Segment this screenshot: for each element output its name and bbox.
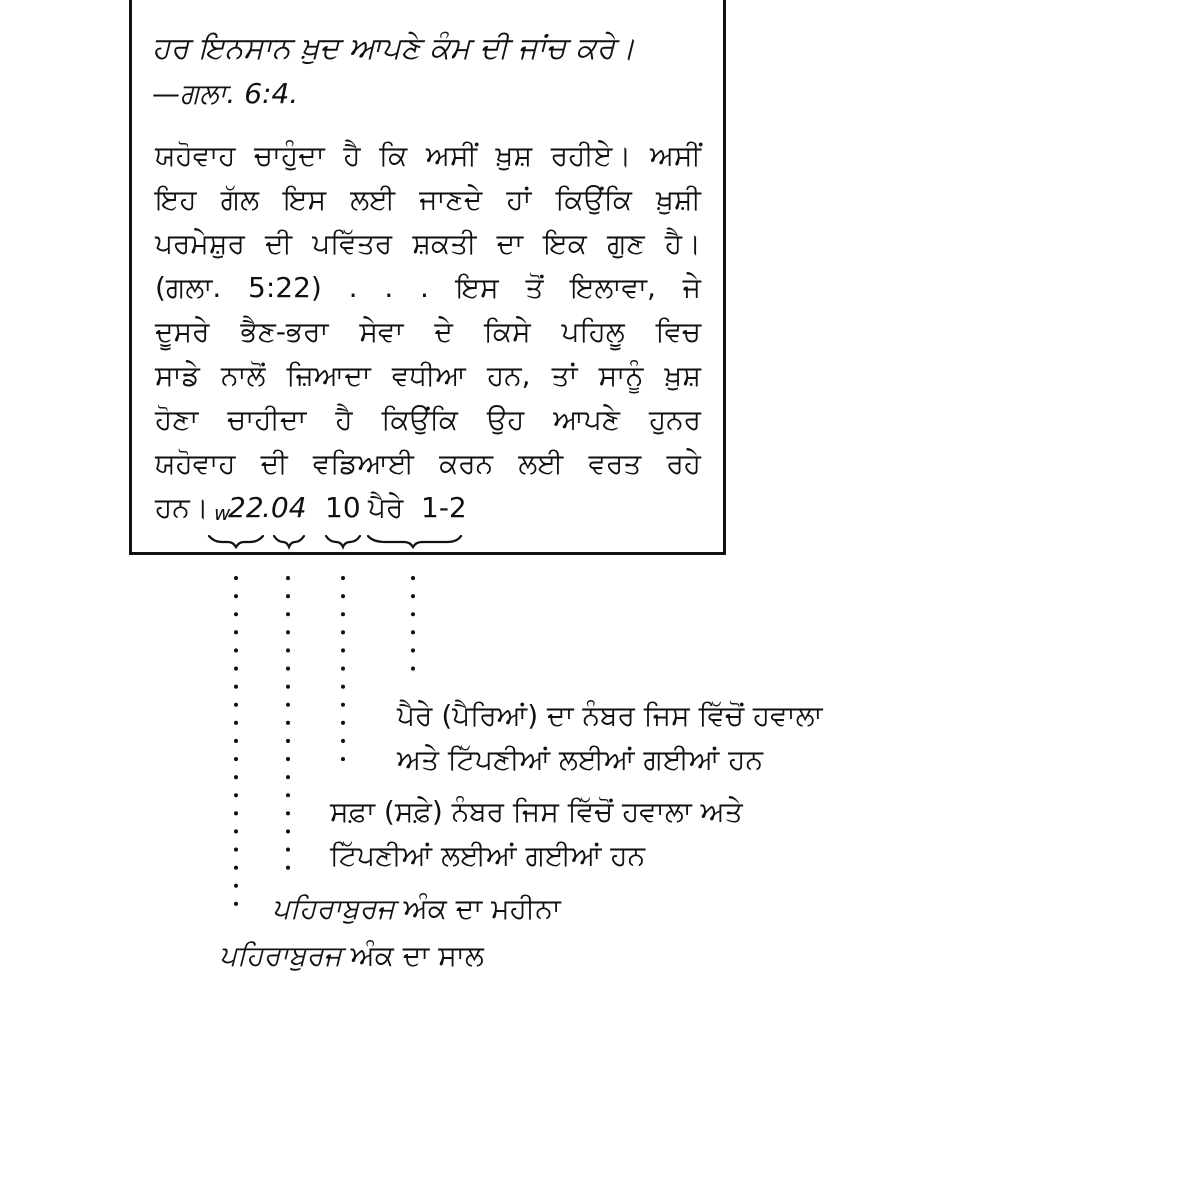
label-page-line-1: ਸਫ਼ਾ (ਸਫ਼ੇ) ਨੰਬਰ ਜਿਸ ਵਿੱਚੋਂ ਹਵਾਲਾ ਅਤੇ (330, 795, 743, 828)
theme-verse-reference: —ਗਲਾ. 6:4. (152, 77, 299, 110)
citation-paragraphs: 1-2 (421, 491, 467, 524)
body-line: ਇਹ ਗੱਲ ਇਸ ਲਈ ਜਾਣਦੇ ਹਾਂ ਕਿਉਂਕਿ ਖ਼ੁਸ਼ੀ (155, 183, 701, 216)
body-line: ਹੋਣਾ ਚਾਹੀਦਾ ਹੈ ਕਿਉਂਕਿ ਉਹ ਆਪਣੇ ਹੁਨਰ (155, 403, 701, 436)
body-line: ਯਹੋਵਾਹ ਚਾਹੁੰਦਾ ਹੈ ਕਿ ਅਸੀਂ ਖ਼ੁਸ਼ ਰਹੀਏ। ਅਸੀਂ (155, 139, 701, 172)
body-last-line: ਹਨ। (155, 491, 209, 524)
body-line: ਦੂਸਰੇ ਭੈਣ-ਭਰਾ ਸੇਵਾ ਦੇ ਕਿਸੇ ਪਹਿਲੂ ਵਿਚ (155, 315, 701, 348)
label-month (272, 887, 561, 931)
label-paragraphs-line-2: ਅਤੇ ਟਿੱਪਣੀਆਂ ਲਈਆਂ ਗਈਆਂ ਹਨ (397, 743, 764, 776)
label-year-text: ਅੰਕ ਦਾ ਸਾਲ (350, 939, 484, 972)
label-month-magazine: ਪਹਿਰਾਬੁਰਜ (272, 892, 395, 925)
body-line: ਪਰਮੇਸ਼ੁਰ ਦੀ ਪਵਿੱਤਰ ਸ਼ਕਤੀ ਦਾ ਇਕ ਗੁਣ ਹੈ। (155, 227, 701, 260)
body-line: ਸਾਡੇ ਨਾਲੋਂ ਜ਼ਿਆਦਾ ਵਧੀਆ ਹਨ, ਤਾਂ ਸਾਨੂੰ ਖ਼ੁਸ਼ (155, 359, 701, 392)
body-line: ਯਹੋਵਾਹ ਦੀ ਵਡਿਆਈ ਕਰਨ ਲਈ ਵਰਤ ਰਹੇ (155, 447, 701, 480)
citation-publication-symbol: w (214, 501, 231, 525)
label-month-text: ਅੰਕ ਦਾ ਮਹੀਨਾ (403, 892, 561, 925)
body-line: (ਗਲਾ. 5:22) . . . ਇਸ ਤੋਂ ਇਲਾਵਾ, ਜੇ (155, 271, 701, 304)
label-year (219, 934, 484, 978)
label-year-magazine: ਪਹਿਰਾਬੁਰਜ (219, 939, 342, 972)
theme-verse: ਹਰ ਇਨਸਾਨ ਖ਼ੁਦ ਆਪਣੇ ਕੰਮ ਦੀ ਜਾਂਚ ਕਰੇ। (152, 31, 636, 66)
citation-month: .04 (262, 491, 307, 524)
citation-page: 10 (325, 491, 361, 524)
citation-paragraph-word: ਪੈਰੇ (368, 491, 404, 524)
label-paragraphs-line-1: ਪੈਰੇ (ਪੈਰਿਆਂ) ਦਾ ਨੰਬਰ ਜਿਸ ਵਿੱਚੋਂ ਹਵਾਲਾ (397, 699, 823, 732)
label-page-line-2: ਟਿੱਪਣੀਆਂ ਲਈਆਂ ਗਈਆਂ ਹਨ (330, 839, 646, 872)
citation-year: 22 (228, 491, 264, 524)
